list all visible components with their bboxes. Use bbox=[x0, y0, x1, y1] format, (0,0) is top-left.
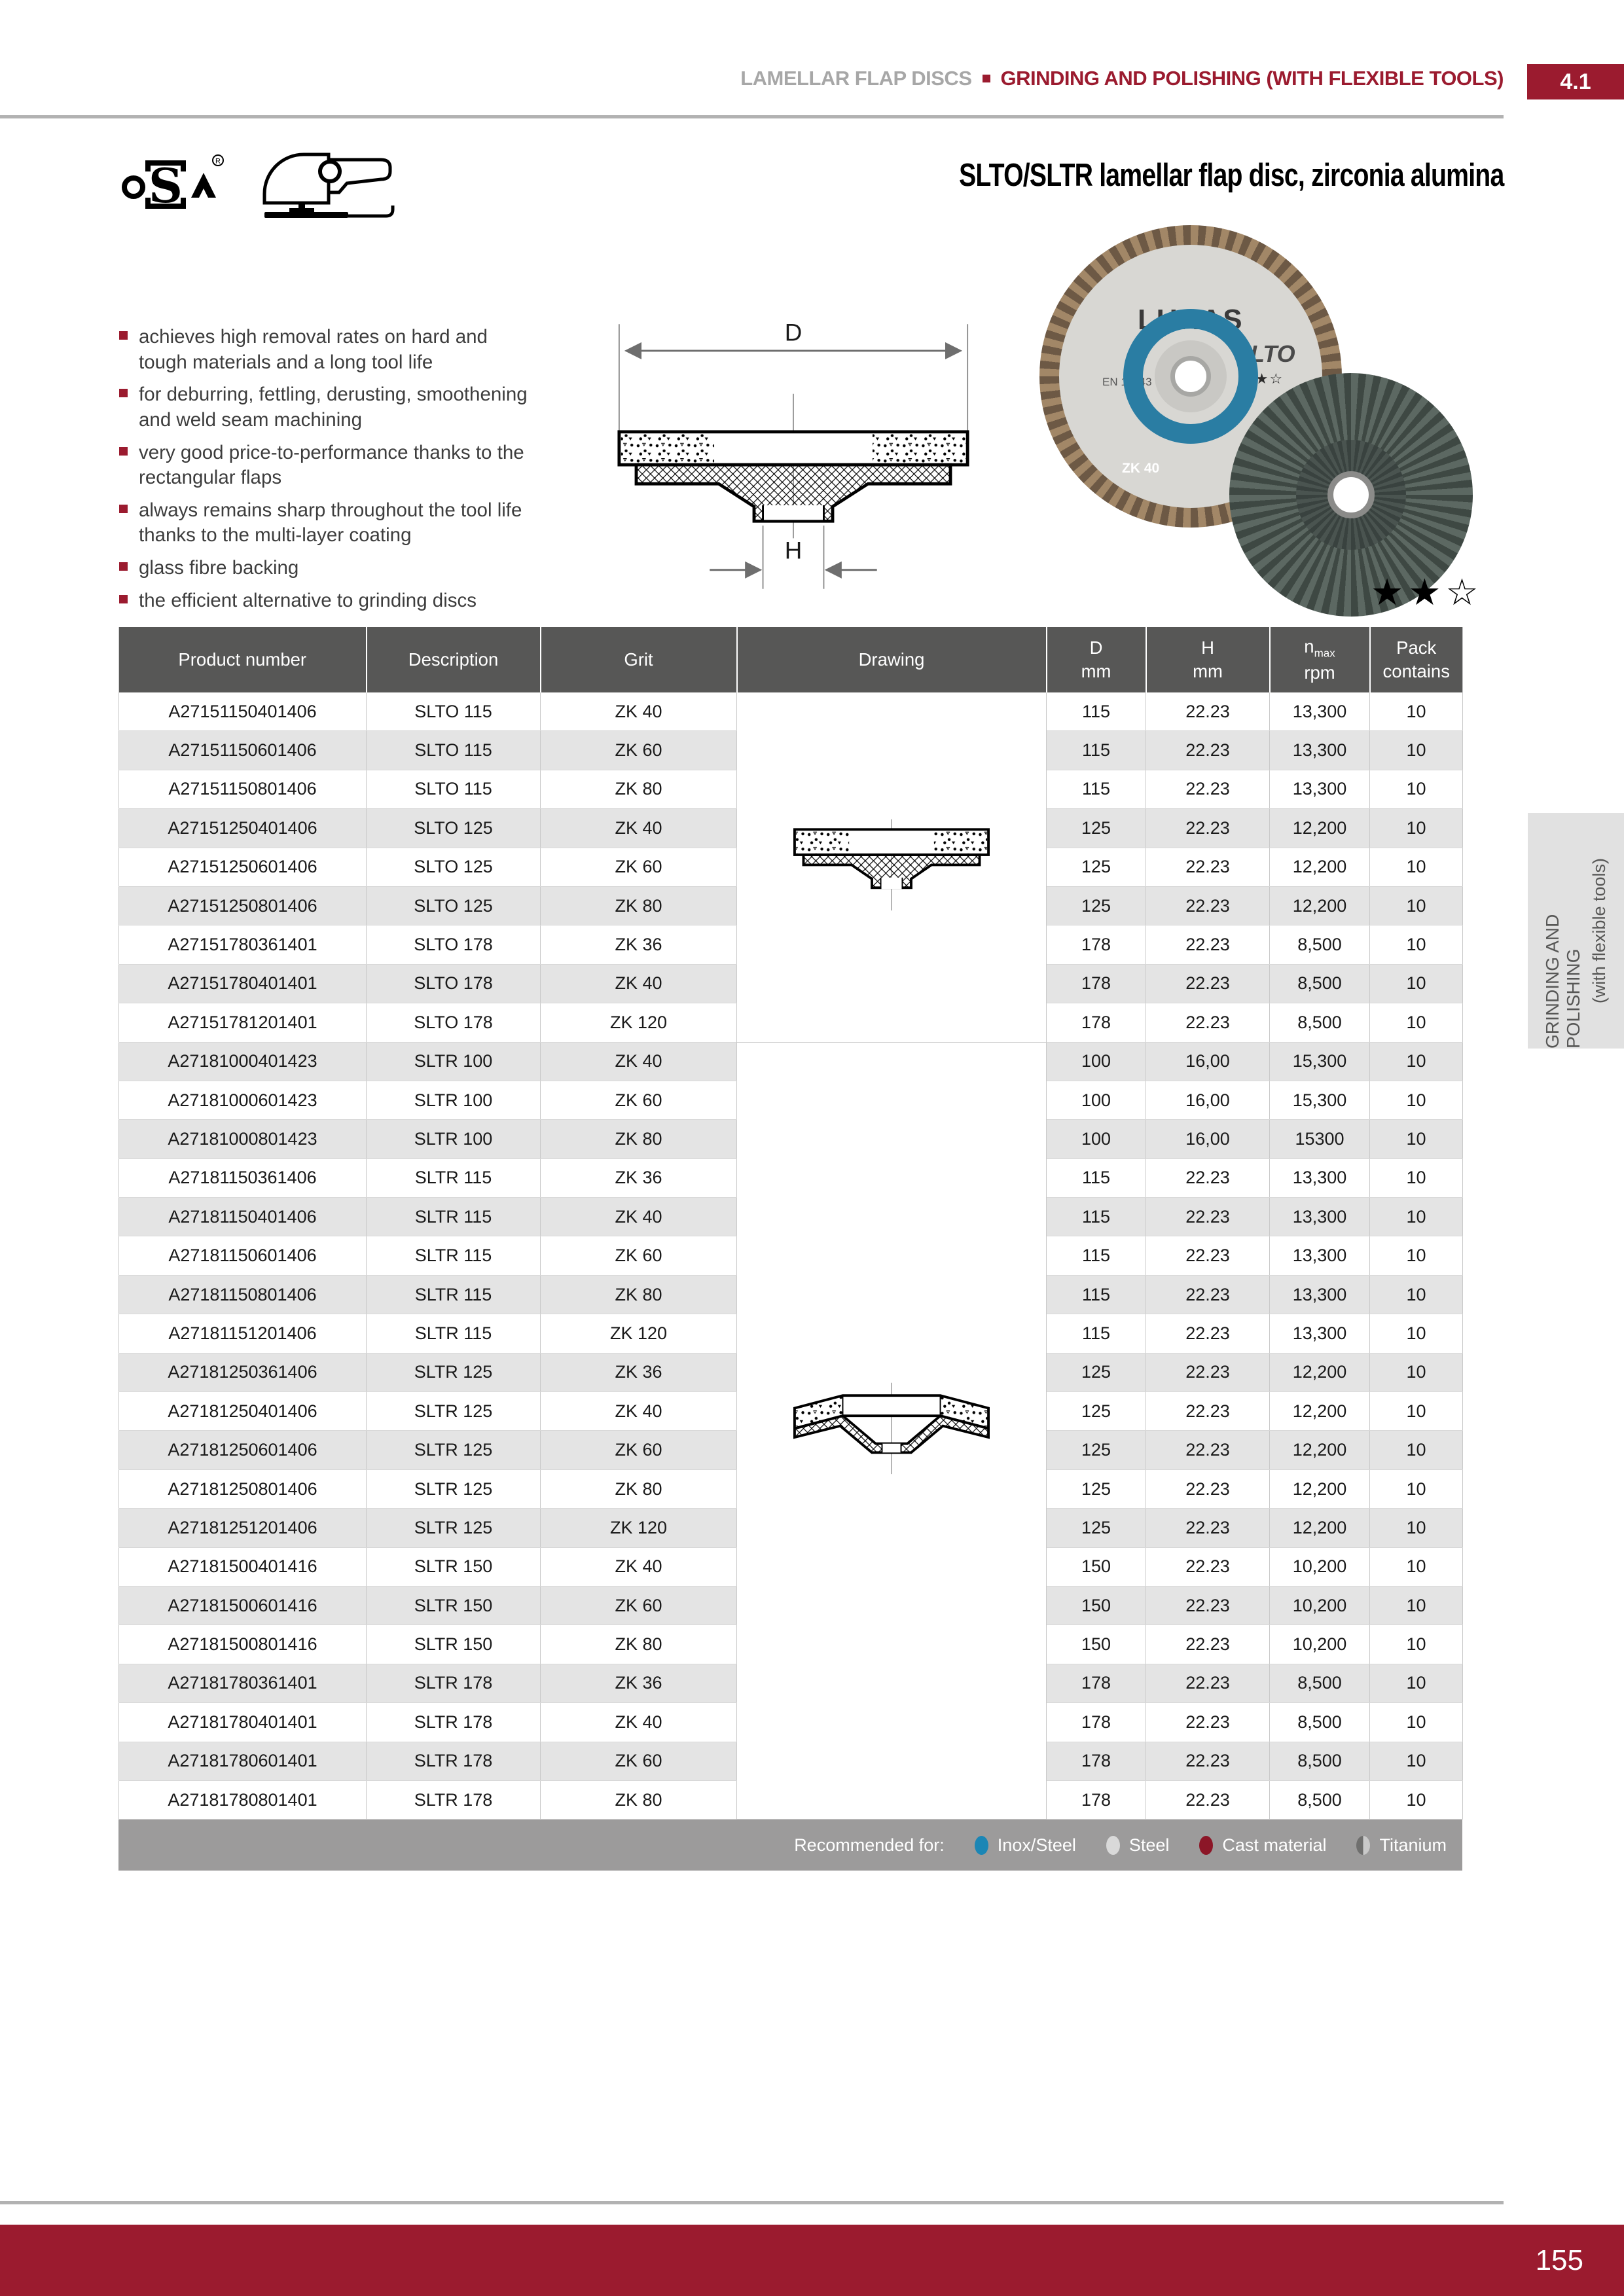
feature-item bbox=[119, 440, 538, 491]
table-row bbox=[119, 1042, 1463, 1081]
feature-text: glass fibre backing bbox=[139, 557, 299, 579]
cell-description: SLTO 115 bbox=[367, 731, 541, 770]
cell-grit: ZK 120 bbox=[541, 1314, 737, 1353]
cell-h: 22.23 bbox=[1146, 1431, 1270, 1469]
cell-grit: ZK 40 bbox=[541, 1547, 737, 1586]
cell-pack: 10 bbox=[1370, 1703, 1463, 1742]
cell-grit: ZK 40 bbox=[541, 1198, 737, 1236]
bullet-square-icon bbox=[119, 389, 128, 397]
col-pack-contains: Pack contains bbox=[1370, 627, 1463, 692]
drawing-sltr-cell bbox=[737, 1042, 1047, 1820]
dimension-h-label: H bbox=[784, 537, 803, 564]
feature-text: achieves high removal rates on hard and tough materials and a long tool life bbox=[139, 326, 488, 373]
col-grit: Grit bbox=[541, 627, 737, 692]
drawing-slto-cell bbox=[737, 692, 1047, 1042]
cell-product-number: A27181250601406 bbox=[119, 1431, 367, 1469]
cell-product-number: A27181150801406 bbox=[119, 1275, 367, 1314]
bullet-square-icon bbox=[119, 447, 128, 456]
cell-description: SLTR 115 bbox=[367, 1314, 541, 1353]
cell-pack: 10 bbox=[1370, 1509, 1463, 1547]
cell-h: 22.23 bbox=[1146, 1509, 1270, 1547]
cell-pack: 10 bbox=[1370, 1198, 1463, 1236]
col-drawing: Drawing bbox=[737, 627, 1047, 692]
page-header bbox=[740, 67, 1504, 90]
cell-h: 22.23 bbox=[1146, 1236, 1270, 1275]
cell-description: SLTO 125 bbox=[367, 886, 541, 925]
cell-d: 115 bbox=[1047, 692, 1146, 731]
cell-rpm: 13,300 bbox=[1270, 731, 1370, 770]
recommended-for-bar bbox=[118, 1820, 1462, 1871]
cell-h: 22.23 bbox=[1146, 886, 1270, 925]
cell-grit: ZK 80 bbox=[541, 1469, 737, 1508]
cell-description: SLTR 125 bbox=[367, 1353, 541, 1391]
cell-d: 150 bbox=[1047, 1547, 1146, 1586]
cell-product-number: A27181150601406 bbox=[119, 1236, 367, 1275]
page-title: SLTO/SLTR lamellar flap disc, zirconia alumina bbox=[958, 158, 1504, 193]
product-star-rating: ★★☆ bbox=[1371, 571, 1483, 613]
cell-grit: ZK 80 bbox=[541, 886, 737, 925]
inox-dot-icon bbox=[975, 1836, 988, 1855]
footer-band bbox=[0, 2225, 1624, 2296]
cell-pack: 10 bbox=[1370, 1625, 1463, 1664]
cell-rpm: 10,200 bbox=[1270, 1547, 1370, 1586]
legend-item-titanium: Titanium bbox=[1356, 1835, 1447, 1856]
cell-h: 16,00 bbox=[1146, 1042, 1270, 1081]
header-separator-square bbox=[983, 75, 990, 82]
cell-rpm: 12,200 bbox=[1270, 809, 1370, 848]
cell-product-number: A27181151201406 bbox=[119, 1314, 367, 1353]
cell-description: SLTO 125 bbox=[367, 848, 541, 886]
cell-d: 100 bbox=[1047, 1120, 1146, 1158]
cell-grit: ZK 60 bbox=[541, 731, 737, 770]
cell-d: 115 bbox=[1047, 731, 1146, 770]
cell-product-number: A27181500401416 bbox=[119, 1547, 367, 1586]
product-table-section bbox=[118, 627, 1462, 1871]
cell-grit: ZK 36 bbox=[541, 1664, 737, 1702]
cell-pack: 10 bbox=[1370, 1431, 1463, 1469]
cell-pack: 10 bbox=[1370, 731, 1463, 770]
col-description: Description bbox=[367, 627, 541, 692]
cell-h: 22.23 bbox=[1146, 1314, 1270, 1353]
chapter-side-tab bbox=[1528, 813, 1624, 1049]
cell-grit: ZK 60 bbox=[541, 1236, 737, 1275]
cell-description: SLTO 115 bbox=[367, 692, 541, 731]
cell-grit: ZK 120 bbox=[541, 1509, 737, 1547]
bullet-square-icon bbox=[119, 505, 128, 513]
cell-d: 178 bbox=[1047, 964, 1146, 1003]
cell-pack: 10 bbox=[1370, 1353, 1463, 1391]
cell-d: 178 bbox=[1047, 925, 1146, 964]
cell-description: SLTR 115 bbox=[367, 1236, 541, 1275]
cell-rpm: 8,500 bbox=[1270, 1664, 1370, 1702]
cell-description: SLTR 115 bbox=[367, 1198, 541, 1236]
cell-d: 125 bbox=[1047, 1353, 1146, 1391]
table-header bbox=[119, 627, 1463, 692]
steel-dot-icon bbox=[1106, 1836, 1120, 1855]
cell-description: SLTR 150 bbox=[367, 1625, 541, 1664]
cell-h: 22.23 bbox=[1146, 692, 1270, 731]
dimension-d-label: D bbox=[784, 319, 803, 346]
cell-product-number: A27151150801406 bbox=[119, 770, 367, 808]
cell-pack: 10 bbox=[1370, 1547, 1463, 1586]
cell-rpm: 12,200 bbox=[1270, 886, 1370, 925]
cell-grit: ZK 60 bbox=[541, 848, 737, 886]
cell-product-number: A27181780401401 bbox=[119, 1703, 367, 1742]
bullet-square-icon bbox=[119, 562, 128, 571]
cell-pack: 10 bbox=[1370, 1120, 1463, 1158]
cell-d: 178 bbox=[1047, 1780, 1146, 1819]
cell-h: 22.23 bbox=[1146, 1625, 1270, 1664]
cell-rpm: 12,200 bbox=[1270, 1353, 1370, 1391]
cell-pack: 10 bbox=[1370, 1664, 1463, 1702]
cell-rpm: 10,200 bbox=[1270, 1586, 1370, 1624]
legend-item-steel: Steel bbox=[1106, 1835, 1170, 1856]
cell-rpm: 15,300 bbox=[1270, 1042, 1370, 1081]
cell-product-number: A27181000401423 bbox=[119, 1042, 367, 1081]
cell-description: SLTO 125 bbox=[367, 809, 541, 848]
cell-grit: ZK 36 bbox=[541, 1158, 737, 1197]
cell-product-number: A27151781201401 bbox=[119, 1003, 367, 1042]
cell-pack: 10 bbox=[1370, 1780, 1463, 1819]
cell-pack: 10 bbox=[1370, 1158, 1463, 1197]
cell-grit: ZK 40 bbox=[541, 809, 737, 848]
cast-dot-icon bbox=[1199, 1836, 1213, 1855]
cell-pack: 10 bbox=[1370, 809, 1463, 848]
cell-grit: ZK 60 bbox=[541, 1081, 737, 1119]
cell-product-number: A27181500601416 bbox=[119, 1586, 367, 1624]
cell-product-number: A27181780801401 bbox=[119, 1780, 367, 1819]
cell-product-number: A27151250801406 bbox=[119, 886, 367, 925]
legend-item-cast: Cast material bbox=[1199, 1835, 1326, 1856]
cell-h: 22.23 bbox=[1146, 1742, 1270, 1780]
cell-grit: ZK 36 bbox=[541, 1353, 737, 1391]
cell-h: 22.23 bbox=[1146, 1586, 1270, 1624]
cell-description: SLTO 115 bbox=[367, 770, 541, 808]
cell-h: 22.23 bbox=[1146, 1547, 1270, 1586]
col-nmax-rpm: $n_{max}$ rpm bbox=[1270, 627, 1370, 692]
header-section-label: LAMELLAR FLAP DISCS bbox=[740, 67, 972, 90]
cell-h: 22.23 bbox=[1146, 1392, 1270, 1431]
cell-rpm: 8,500 bbox=[1270, 1742, 1370, 1780]
cell-description: SLTR 100 bbox=[367, 1042, 541, 1081]
cell-description: SLTR 178 bbox=[367, 1742, 541, 1780]
cell-pack: 10 bbox=[1370, 964, 1463, 1003]
cell-rpm: 13,300 bbox=[1270, 692, 1370, 731]
cell-rpm: 8,500 bbox=[1270, 1703, 1370, 1742]
cell-d: 178 bbox=[1047, 1003, 1146, 1042]
cell-product-number: A27151150601406 bbox=[119, 731, 367, 770]
cell-product-number: A27181000601423 bbox=[119, 1081, 367, 1119]
cell-rpm: 12,200 bbox=[1270, 1392, 1370, 1431]
cell-pack: 10 bbox=[1370, 1275, 1463, 1314]
cell-rpm: 13,300 bbox=[1270, 1158, 1370, 1197]
cell-h: 22.23 bbox=[1146, 809, 1270, 848]
cell-d: 100 bbox=[1047, 1081, 1146, 1119]
cell-description: SLTR 100 bbox=[367, 1120, 541, 1158]
cell-pack: 10 bbox=[1370, 848, 1463, 886]
cell-rpm: 12,200 bbox=[1270, 1469, 1370, 1508]
cell-h: 22.23 bbox=[1146, 1353, 1270, 1391]
cell-grit: ZK 80 bbox=[541, 1625, 737, 1664]
label-star-rating: ★★☆ bbox=[1241, 370, 1284, 387]
cell-rpm: 8,500 bbox=[1270, 925, 1370, 964]
cell-rpm: 13,300 bbox=[1270, 1275, 1370, 1314]
cell-rpm: 13,300 bbox=[1270, 1236, 1370, 1275]
cell-rpm: 13,300 bbox=[1270, 770, 1370, 808]
grit-text: ZK 40 bbox=[1122, 461, 1160, 476]
cell-description: SLTR 150 bbox=[367, 1586, 541, 1624]
footer-rule bbox=[0, 2201, 1504, 2204]
bullet-square-icon bbox=[119, 331, 128, 340]
cell-pack: 10 bbox=[1370, 692, 1463, 731]
cell-rpm: 8,500 bbox=[1270, 964, 1370, 1003]
product-table bbox=[118, 627, 1463, 1820]
brand-logo-text: LUKAS bbox=[1138, 304, 1244, 336]
cell-grit: ZK 40 bbox=[541, 1042, 737, 1081]
cell-grit: ZK 60 bbox=[541, 1431, 737, 1469]
model-text: SLTO bbox=[1235, 340, 1295, 367]
cell-pack: 10 bbox=[1370, 1314, 1463, 1353]
cell-rpm: 12,200 bbox=[1270, 848, 1370, 886]
cell-d: 125 bbox=[1047, 1469, 1146, 1508]
cell-d: 150 bbox=[1047, 1625, 1146, 1664]
table-row bbox=[119, 692, 1463, 731]
svg-text:R: R bbox=[215, 157, 221, 166]
side-tab-line1: GRINDING AND POLISHING bbox=[1542, 914, 1583, 1049]
cell-pack: 10 bbox=[1370, 1586, 1463, 1624]
cell-grit: ZK 40 bbox=[541, 692, 737, 731]
cell-d: 178 bbox=[1047, 1664, 1146, 1702]
cell-description: SLTO 178 bbox=[367, 1003, 541, 1042]
cell-grit: ZK 40 bbox=[541, 964, 737, 1003]
cell-h: 22.23 bbox=[1146, 848, 1270, 886]
legend-label: Recommended for: bbox=[794, 1835, 945, 1855]
cell-d: 115 bbox=[1047, 1314, 1146, 1353]
cell-description: SLTR 150 bbox=[367, 1547, 541, 1586]
cell-pack: 10 bbox=[1370, 1081, 1463, 1119]
cell-d: 178 bbox=[1047, 1703, 1146, 1742]
cell-description: SLTR 178 bbox=[367, 1703, 541, 1742]
cell-grit: ZK 40 bbox=[541, 1703, 737, 1742]
cell-d: 100 bbox=[1047, 1042, 1146, 1081]
col-product-number: Product number bbox=[119, 627, 367, 692]
cell-product-number: A27181000801423 bbox=[119, 1120, 367, 1158]
cell-h: 22.23 bbox=[1146, 1780, 1270, 1819]
cell-h: 22.23 bbox=[1146, 1198, 1270, 1236]
cell-h: 22.23 bbox=[1146, 1003, 1270, 1042]
cell-rpm: 10,200 bbox=[1270, 1625, 1370, 1664]
cell-pack: 10 bbox=[1370, 1392, 1463, 1431]
flap-bore bbox=[1327, 471, 1375, 518]
cell-h: 22.23 bbox=[1146, 1469, 1270, 1508]
cell-h: 22.23 bbox=[1146, 770, 1270, 808]
cell-d: 125 bbox=[1047, 848, 1146, 886]
feature-item bbox=[119, 498, 538, 548]
cell-h: 22.23 bbox=[1146, 1275, 1270, 1314]
col-h-mm: H mm bbox=[1146, 627, 1270, 692]
cell-d: 150 bbox=[1047, 1586, 1146, 1624]
cell-grit: ZK 80 bbox=[541, 1780, 737, 1819]
cell-d: 115 bbox=[1047, 1236, 1146, 1275]
table-body bbox=[119, 692, 1463, 1820]
cell-d: 125 bbox=[1047, 886, 1146, 925]
feature-item bbox=[119, 556, 538, 581]
cell-d: 115 bbox=[1047, 1275, 1146, 1314]
cell-product-number: A27181150361406 bbox=[119, 1158, 367, 1197]
titanium-dot-icon bbox=[1356, 1836, 1370, 1855]
bullet-square-icon bbox=[119, 595, 128, 603]
cell-d: 125 bbox=[1047, 1392, 1146, 1431]
dimension-diagram bbox=[597, 305, 990, 609]
cell-rpm: 15,300 bbox=[1270, 1081, 1370, 1119]
svg-text:S: S bbox=[149, 158, 183, 213]
feature-item bbox=[119, 382, 538, 433]
feature-text: very good price-to-performance thanks to the rectangular flaps bbox=[139, 441, 524, 489]
cell-product-number: A27151250401406 bbox=[119, 809, 367, 848]
cell-pack: 10 bbox=[1370, 1003, 1463, 1042]
feature-item bbox=[119, 325, 538, 375]
cell-rpm: 13,300 bbox=[1270, 1198, 1370, 1236]
feature-item bbox=[119, 588, 538, 614]
cell-d: 115 bbox=[1047, 1158, 1146, 1197]
cell-description: SLTR 100 bbox=[367, 1081, 541, 1119]
cell-d: 115 bbox=[1047, 1198, 1146, 1236]
cell-grit: ZK 120 bbox=[541, 1003, 737, 1042]
cell-description: SLTR 178 bbox=[367, 1664, 541, 1702]
cell-h: 16,00 bbox=[1146, 1120, 1270, 1158]
cell-product-number: A27181500801416 bbox=[119, 1625, 367, 1664]
cell-pack: 10 bbox=[1370, 1236, 1463, 1275]
cell-grit: ZK 80 bbox=[541, 770, 737, 808]
cell-product-number: A27181251201406 bbox=[119, 1509, 367, 1547]
cell-h: 22.23 bbox=[1146, 1703, 1270, 1742]
cell-rpm: 15300 bbox=[1270, 1120, 1370, 1158]
cell-h: 22.23 bbox=[1146, 731, 1270, 770]
chapter-number-badge: 4.1 bbox=[1527, 64, 1624, 99]
cell-description: SLTR 115 bbox=[367, 1275, 541, 1314]
cell-description: SLTO 178 bbox=[367, 925, 541, 964]
certification-logos bbox=[118, 145, 415, 224]
cell-product-number: A27181250401406 bbox=[119, 1392, 367, 1431]
cell-description: SLTR 125 bbox=[367, 1431, 541, 1469]
cell-rpm: 13,300 bbox=[1270, 1314, 1370, 1353]
cell-pack: 10 bbox=[1370, 925, 1463, 964]
header-chapter-label: GRINDING AND POLISHING (WITH FLEXIBLE TOOLS) bbox=[1000, 67, 1504, 90]
cell-h: 16,00 bbox=[1146, 1081, 1270, 1119]
feature-text: for deburring, fettling, derusting, smoothening and weld seam machining bbox=[139, 384, 528, 431]
cell-pack: 10 bbox=[1370, 1742, 1463, 1780]
side-tab-line2: (with flexible tools) bbox=[1589, 857, 1609, 1004]
page-number: 155 bbox=[1535, 2244, 1583, 2276]
cell-d: 125 bbox=[1047, 1431, 1146, 1469]
cell-product-number: A27181780601401 bbox=[119, 1742, 367, 1780]
cell-grit: ZK 60 bbox=[541, 1586, 737, 1624]
cell-description: SLTR 115 bbox=[367, 1158, 541, 1197]
cell-rpm: 12,200 bbox=[1270, 1509, 1370, 1547]
cell-grit: ZK 36 bbox=[541, 925, 737, 964]
cell-product-number: A27151780361401 bbox=[119, 925, 367, 964]
slto-section-drawing bbox=[784, 816, 1000, 914]
cell-description: SLTO 178 bbox=[367, 964, 541, 1003]
cell-description: SLTR 125 bbox=[367, 1509, 541, 1547]
cell-h: 22.23 bbox=[1146, 925, 1270, 964]
cell-rpm: 8,500 bbox=[1270, 1780, 1370, 1819]
feature-text: the efficient alternative to grinding discs bbox=[139, 589, 477, 611]
cell-product-number: A27151250601406 bbox=[119, 848, 367, 886]
cell-h: 22.23 bbox=[1146, 1664, 1270, 1702]
cell-rpm: 8,500 bbox=[1270, 1003, 1370, 1042]
cell-rpm: 12,200 bbox=[1270, 1431, 1370, 1469]
cell-grit: ZK 80 bbox=[541, 1275, 737, 1314]
cell-d: 125 bbox=[1047, 809, 1146, 848]
angle-grinder-icon bbox=[251, 145, 415, 224]
cell-product-number: A27181250361406 bbox=[119, 1353, 367, 1391]
cell-description: SLTR 125 bbox=[367, 1469, 541, 1508]
feature-list bbox=[119, 325, 538, 620]
cell-product-number: A27181780361401 bbox=[119, 1664, 367, 1702]
header-rule bbox=[0, 115, 1504, 118]
feature-text: always remains sharp throughout the tool life thanks to the multi-layer coating bbox=[139, 499, 522, 547]
cell-grit: ZK 40 bbox=[541, 1392, 737, 1431]
cell-h: 22.23 bbox=[1146, 964, 1270, 1003]
sltr-section-drawing bbox=[784, 1379, 1000, 1477]
legend-item-inox: Inox/Steel bbox=[975, 1835, 1076, 1856]
cell-description: SLTR 178 bbox=[367, 1780, 541, 1819]
cell-product-number: A27151150401406 bbox=[119, 692, 367, 731]
cell-h: 22.23 bbox=[1146, 1158, 1270, 1197]
cell-product-number: A27151780401401 bbox=[119, 964, 367, 1003]
cell-product-number: A27181150401406 bbox=[119, 1198, 367, 1236]
cell-pack: 10 bbox=[1370, 886, 1463, 925]
cell-grit: ZK 80 bbox=[541, 1120, 737, 1158]
cell-product-number: A27181250801406 bbox=[119, 1469, 367, 1508]
col-d-mm: D mm bbox=[1047, 627, 1146, 692]
cell-grit: ZK 60 bbox=[541, 1742, 737, 1780]
cell-pack: 10 bbox=[1370, 1042, 1463, 1081]
cell-d: 115 bbox=[1047, 770, 1146, 808]
cell-pack: 10 bbox=[1370, 770, 1463, 808]
disc-bore bbox=[1170, 356, 1211, 397]
cell-description: SLTR 125 bbox=[367, 1392, 541, 1431]
osa-logo-icon bbox=[118, 145, 228, 224]
cell-d: 178 bbox=[1047, 1742, 1146, 1780]
standard-text: EN 13743 bbox=[1102, 376, 1152, 388]
cell-d: 125 bbox=[1047, 1509, 1146, 1547]
cell-pack: 10 bbox=[1370, 1469, 1463, 1508]
